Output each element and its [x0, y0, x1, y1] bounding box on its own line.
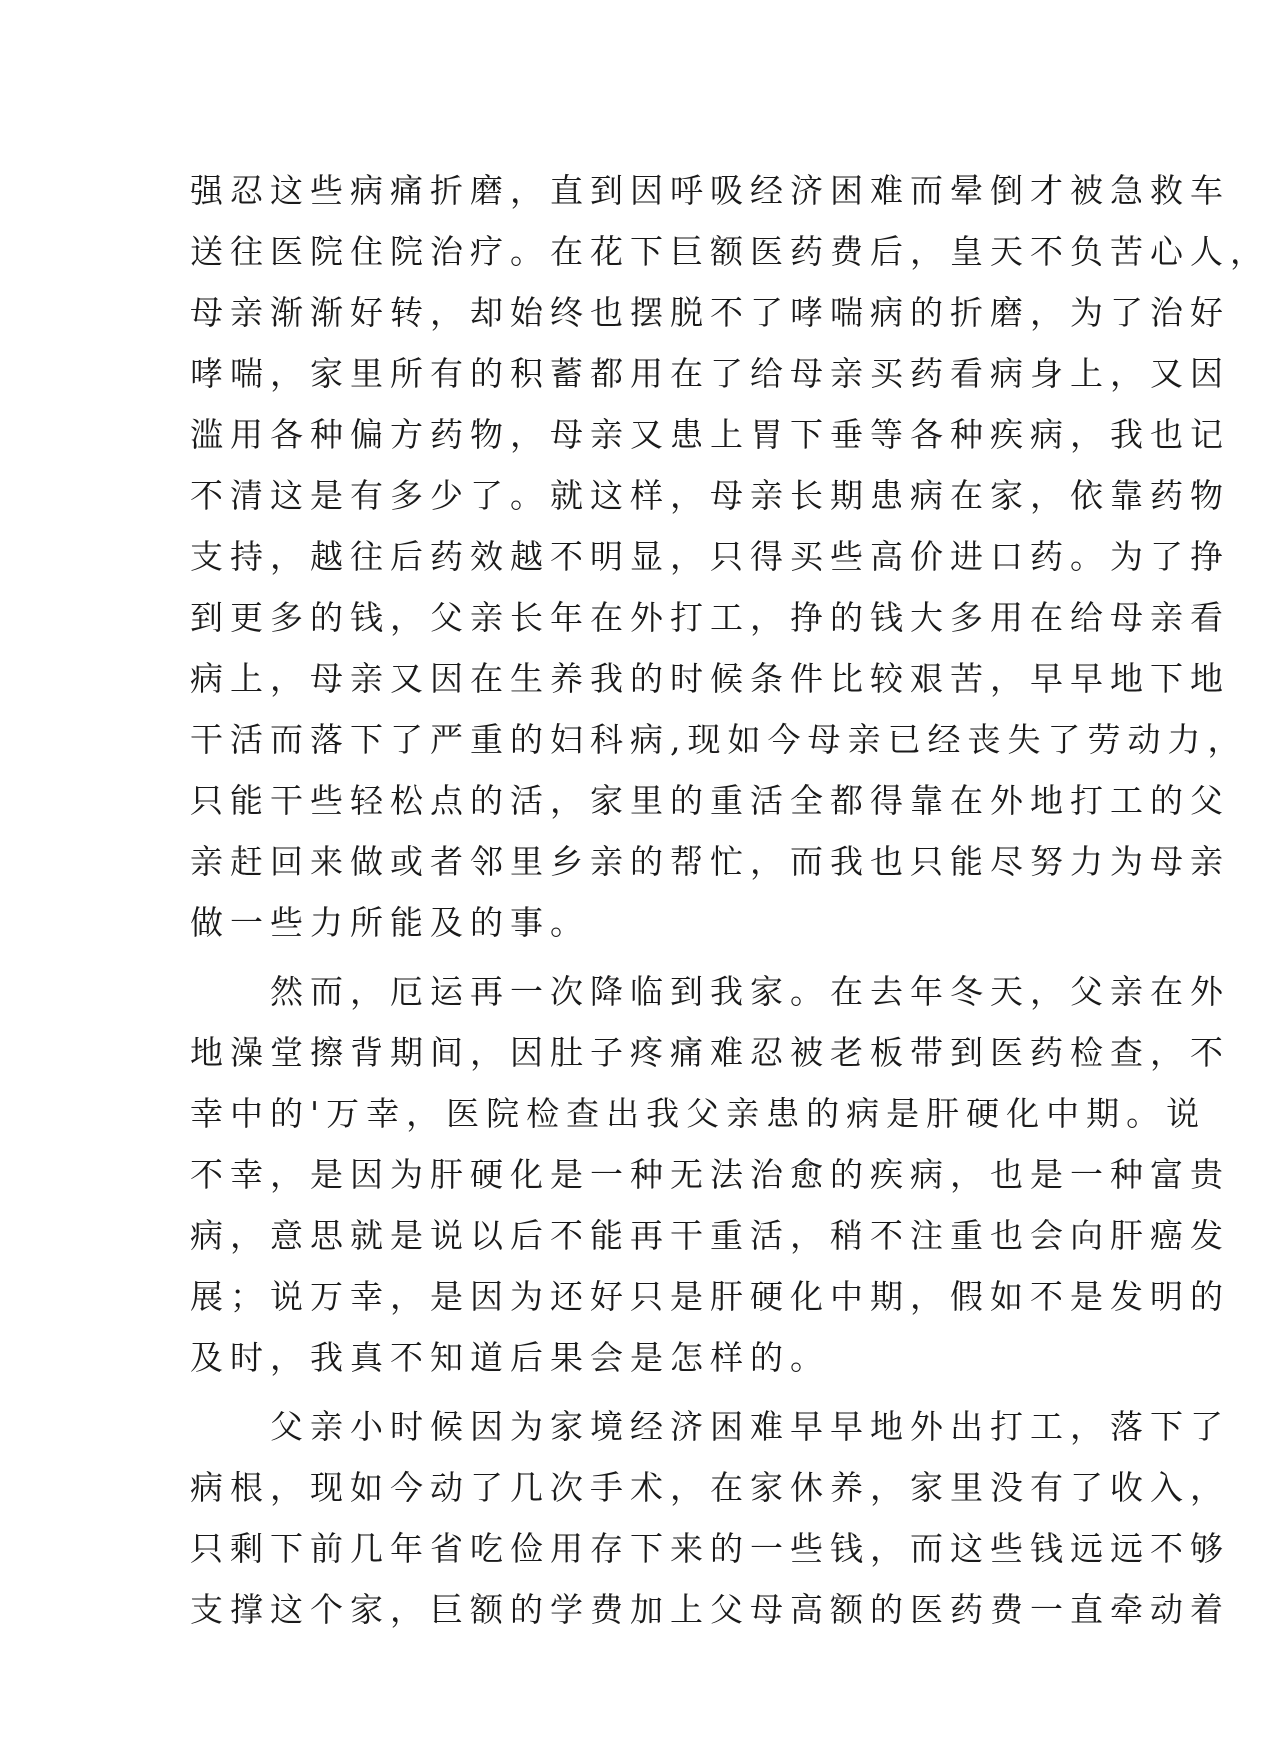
text-line: 然而，厄运再一次降临到我家。在去年冬天，父亲在外 — [190, 972, 1230, 1011]
document-body — [190, 160, 1270, 1640]
text-line: 做一些力所能及的事。 — [190, 903, 590, 942]
text-line: 病上，母亲又因在生养我的时候条件比较艰苦，早早地下地 — [190, 659, 1230, 698]
text-line: 病根，现如今动了几次手术，在家休养，家里没有了收入， — [190, 1468, 1230, 1507]
text-line: 不清这是有多少了。就这样，母亲长期患病在家，依靠药物 — [190, 476, 1230, 515]
text-line: 只剩下前几年省吃俭用存下来的一些钱，而这些钱远远不够 — [190, 1529, 1230, 1568]
paragraph-3 — [190, 1396, 1230, 1640]
text-line: 病，意思就是说以后不能再干重活，稍不注重也会向肝癌发 — [190, 1216, 1230, 1255]
text-line: 展；说万幸，是因为还好只是肝硬化中期，假如不是发明的 — [190, 1277, 1230, 1316]
text-line: 到更多的钱，父亲长年在外打工，挣的钱大多用在给母亲看 — [190, 598, 1230, 637]
text-line: 滥用各种偏方药物，母亲又患上胃下垂等各种疾病，我也记 — [190, 415, 1230, 454]
paragraph-1 — [190, 160, 1270, 953]
paragraph-gap — [190, 953, 1050, 961]
paragraph-gap — [190, 1388, 1050, 1396]
text-line: 母亲渐渐好转，却始终也摆脱不了哮喘病的折磨，为了治好 — [190, 293, 1230, 332]
paragraph-2 — [190, 961, 1230, 1388]
text-line: 不幸，是因为肝硬化是一种无法治愈的疾病，也是一种富贵 — [190, 1155, 1230, 1194]
text-line: 父亲小时候因为家境经济困难早早地外出打工，落下了 — [190, 1407, 1230, 1446]
text-line: 幸中的'万幸，医院检查出我父亲患的病是肝硬化中期。说 — [190, 1094, 1207, 1133]
text-line: 支持，越往后药效越不明显，只得买些高价进口药。为了挣 — [190, 537, 1230, 576]
text-line: 送往医院住院治疗。在花下巨额医药费后，皇天不负苦心人， — [190, 232, 1270, 271]
text-line: 哮喘，家里所有的积蓄都用在了给母亲买药看病身上，又因 — [190, 354, 1230, 393]
text-line: 地澡堂擦背期间，因肚子疼痛难忍被老板带到医药检查，不 — [190, 1033, 1230, 1072]
text-line: 干活而落下了严重的妇科病,现如今母亲已经丧失了劳动力， — [190, 720, 1248, 759]
text-line: 强忍这些病痛折磨，直到因呼吸经济困难而晕倒才被急救车 — [190, 171, 1230, 210]
text-line: 亲赶回来做或者邻里乡亲的帮忙，而我也只能尽努力为母亲 — [190, 842, 1230, 881]
text-line: 只能干些轻松点的活，家里的重活全都得靠在外地打工的父 — [190, 781, 1230, 820]
text-line: 支撑这个家，巨额的学费加上父母高额的医药费一直牵动着 — [190, 1590, 1230, 1629]
text-line: 及时，我真不知道后果会是怎样的。 — [190, 1338, 830, 1377]
